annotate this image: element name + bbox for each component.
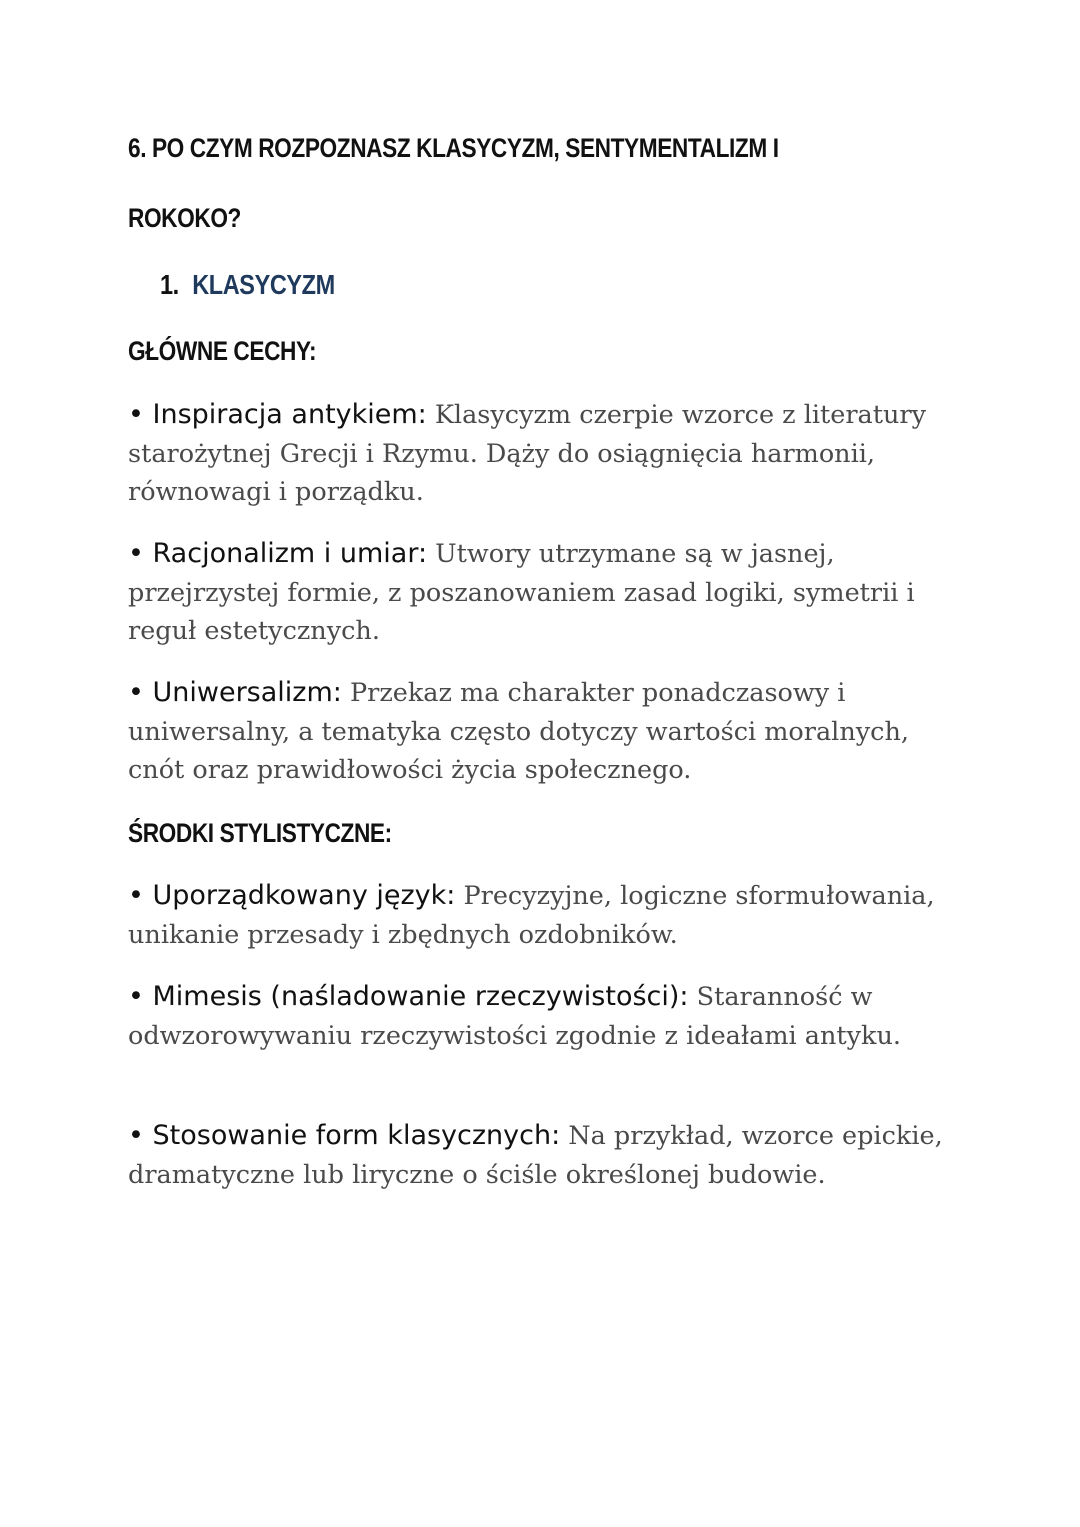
list-item-term: • Mimesis (naśladowanie rzeczywistości): [128,981,689,1012]
list-item-term: • Uniwersalizm: [128,677,342,708]
list-item [128,1117,958,1194]
list-item [128,978,958,1055]
section-label-main-features: GŁÓWNE CECHY: [128,336,317,366]
page-title-line-2: ROKOKO? [128,203,241,233]
numbered-heading [160,266,335,304]
list-item [128,396,958,512]
list-item-text: Precyzyjne, logiczne sformułowania, unikanie przesady i zbędnych ozdobników. [128,881,935,950]
list-item-text: Klasycyzm czerpie wzorce z literatury starożytnej Grecji i Rzymu. Dąży do osiągnięcia harmonii, równowagi i porządku. [128,400,926,507]
list-item-term: • Racjonalizm i umiar: [128,538,428,569]
section-label-stylistic-devices: ŚRODKI STYLISTYCZNE: [128,818,392,848]
list-item [128,877,958,954]
list-item-term: • Uporządkowany język: [128,880,456,911]
list-item-text: Na przykład, wzorce epickie, dramatyczne lub liryczne o ściśle określonej budowie. [128,1121,943,1190]
list-item-text: Utwory utrzymane są w jasnej, przejrzystej formie, z poszanowaniem zasad logiki, symetrii i reguł estetycznych. [128,539,915,646]
list-number: 1. [160,269,179,300]
list-item-text: Staranność w odwzorowywaniu rzeczywistości zgodnie z ideałami antyku. [128,982,902,1051]
list-item-term: • Stosowanie form klasycznych: [128,1120,561,1151]
list-item-term: • Inspiracja antykiem: [128,399,427,430]
section-heading-klasycyzm: KLASYCYZM [192,269,335,300]
list-item [128,535,958,651]
page-title-line-1: 6. PO CZYM ROZPOZNASZ KLASYCYZM, SENTYMENTALIZM I [128,133,779,163]
list-item-text: Przekaz ma charakter ponadczasowy i uniwersalny, a tematyka często dotyczy wartości moralnych, cnót oraz prawidłowości życia społecznego. [128,678,909,785]
list-item [128,674,958,790]
